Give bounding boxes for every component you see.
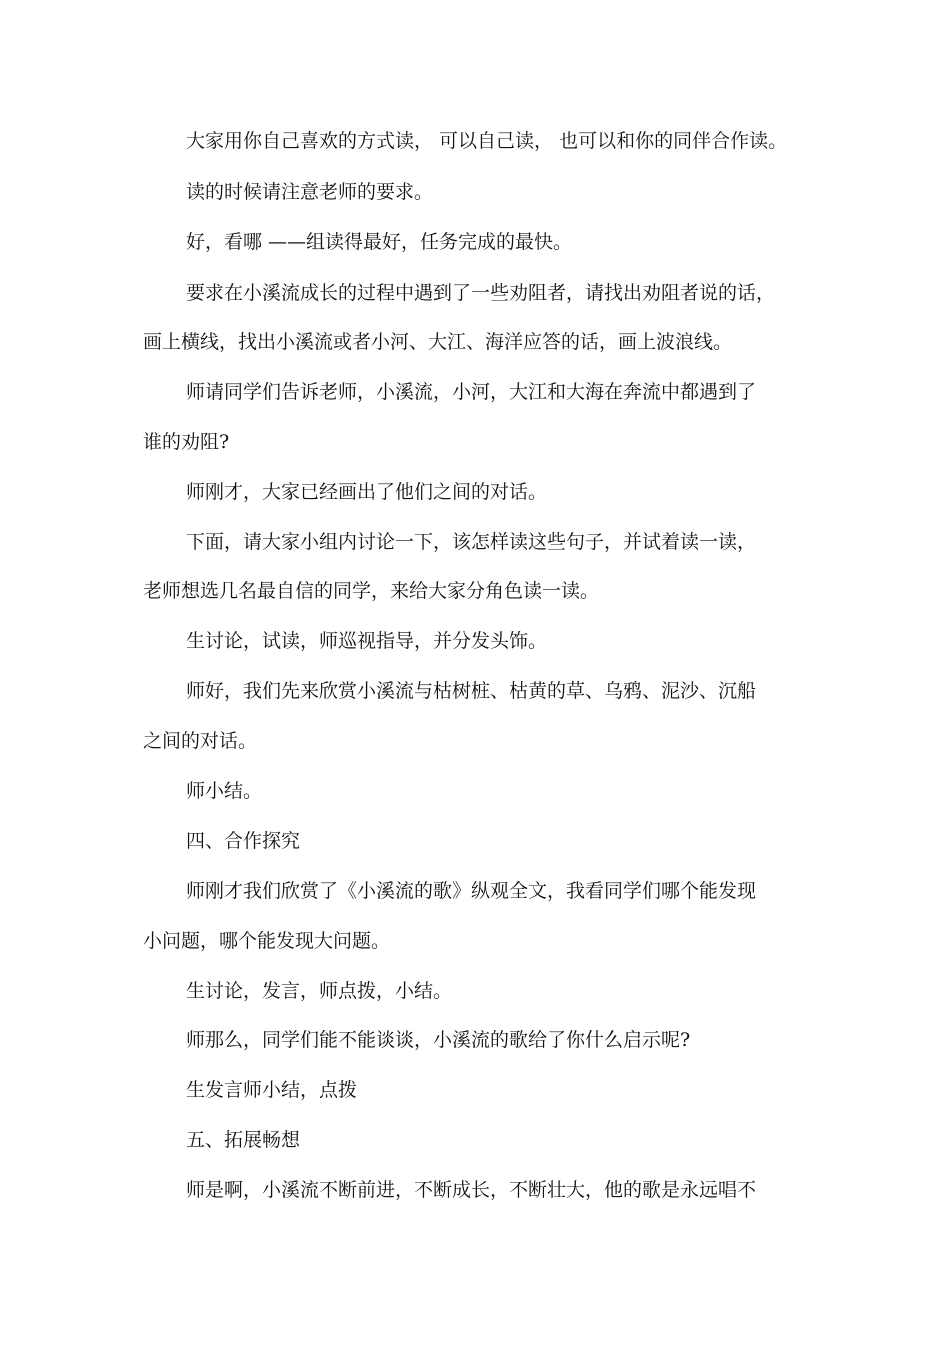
paragraph-line: 要求在小溪流成长的过程中遇到了一些劝阻者，请找出劝阻者说的话， xyxy=(186,282,776,304)
section-heading: 五、拓展畅想 xyxy=(186,1129,301,1151)
section-heading: 四、合作探究 xyxy=(186,830,301,852)
paragraph-line: 师是啊，小溪流不断前进，不断成长，不断壮大，他的歌是永远唱不 xyxy=(186,1179,757,1201)
paragraph-line: 师刚才，大家已经画出了他们之间的对话。 xyxy=(186,481,548,503)
paragraph-line: 生讨论，试读，师巡视指导，并分发头饰。 xyxy=(186,630,548,652)
paragraph-line: 师好，我们先来欣赏小溪流与枯树桩、枯黄的草、乌鸦、泥沙、沉船 xyxy=(186,680,757,702)
paragraph-line: 小问题，哪个能发现大问题。 xyxy=(143,930,391,952)
paragraph-line: 师请同学们告诉老师，小溪流，小河，大江和大海在奔流中都遇到了 xyxy=(186,381,757,403)
paragraph-line: 师那么，同学们能不能谈谈，小溪流的歌给了你什么启示呢? xyxy=(186,1029,691,1051)
paragraph-line: 画上横线，找出小溪流或者小河、大江、海洋应答的话，画上波浪线。 xyxy=(143,331,733,353)
paragraph-line: 生发言师小结，点拨 xyxy=(186,1079,358,1101)
paragraph-line: 师刚才我们欣赏了《小溪流的歌》纵观全文，我看同学们哪个能发现 xyxy=(186,880,757,902)
paragraph-line: 好，看哪 ——组读得最好，任务完成的最快。 xyxy=(186,231,573,253)
paragraph-line: 生讨论，发言，师点拨，小结。 xyxy=(186,980,453,1002)
paragraph-line: 之间的对话。 xyxy=(143,730,258,752)
paragraph-line: 读的时候请注意老师的要求。 xyxy=(186,181,434,203)
paragraph-line: 下面，请大家小组内讨论一下，该怎样读这些句子，并试着读一读， xyxy=(186,531,757,553)
paragraph-line: 谁的劝阻? xyxy=(143,431,230,453)
paragraph-line: 师小结。 xyxy=(186,780,263,802)
paragraph-line: 大家用你自己喜欢的方式读， 可以自己读， 也可以和你的同伴合作读。 xyxy=(186,130,788,152)
paragraph-line: 老师想选几名最自信的同学，来给大家分角色读一读。 xyxy=(143,580,600,602)
